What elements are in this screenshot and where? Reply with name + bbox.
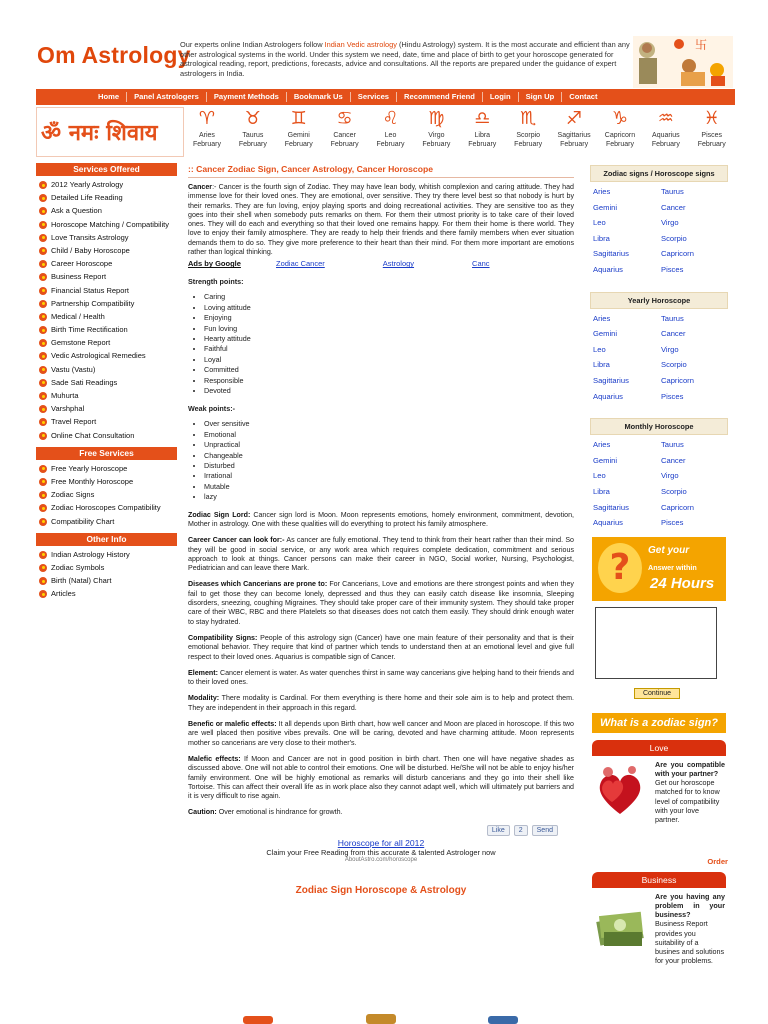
paragraph-text: People of this astrology sign (Cancer) have one main feature of their personality and that is their emotional behavior. They require that kind of partner which tends to understand then at an emotional level and give full respect to their loved ones. Aquarius is compatible sign of Cancer. <box>188 633 575 661</box>
horoscope-sign-link[interactable]: Aries <box>593 313 611 323</box>
horoscope-sign-link[interactable]: Leo <box>593 471 606 481</box>
horoscope-ad-description: Claim your Free Reading from this accurate & talented Astrologer now <box>266 847 496 857</box>
zodiac-sign-month: February <box>192 141 221 148</box>
horoscope-sign-link[interactable]: Pisces <box>661 264 684 274</box>
site-header <box>35 36 735 89</box>
sidebar-link[interactable] <box>36 336 177 349</box>
zodiac-sign-link[interactable] <box>276 107 322 157</box>
zodiac-sign-link[interactable] <box>689 107 735 157</box>
zodiac-sign-link[interactable] <box>230 107 276 157</box>
om-namah-shivaya-banner <box>36 107 184 157</box>
horoscope-sign-link[interactable]: Taurus <box>661 440 684 450</box>
detail-paragraph <box>188 511 574 530</box>
bullet-icon <box>39 339 47 347</box>
bullet-icon <box>39 352 47 360</box>
zodiac-sign-month: February <box>376 141 405 148</box>
svg-text:卐: 卐 <box>695 38 708 52</box>
bullet-icon <box>39 287 47 295</box>
zodiac-sign-icon: ♐ <box>566 108 583 129</box>
horoscope-sign-link[interactable]: Aries <box>593 440 611 450</box>
sidebar-link[interactable] <box>36 231 177 244</box>
sidebar-link-label: Varshphal <box>51 404 85 414</box>
sidebar-link-label: Vedic Astrological Remedies <box>51 351 146 361</box>
detail-paragraph <box>188 634 574 662</box>
horoscope-sign-link[interactable]: Scorpio <box>661 360 687 370</box>
paragraph-label: Zodiac Sign Lord: <box>188 510 251 519</box>
money-stack-image <box>592 892 648 956</box>
paragraph-text: There modality is Cardinal. For them everything is there home and their sole aim is to help and protect them. They are independent in their approach in this regard. <box>188 694 574 712</box>
sidebar-link[interactable] <box>36 574 177 587</box>
free-services-heading: Free Services <box>36 447 177 460</box>
astrologer-photo-banner <box>633 36 733 88</box>
zodiac-signs-grid <box>590 184 728 278</box>
detail-paragraphs <box>188 511 574 818</box>
nav-item[interactable]: Bookmark Us <box>287 92 351 102</box>
nav-item[interactable]: Home <box>91 92 127 102</box>
weakness-item: • Changeable <box>204 451 574 461</box>
sidebar-link-label: Zodiac Signs <box>51 490 95 500</box>
sidebar-link[interactable] <box>36 270 177 283</box>
detail-paragraph <box>188 755 574 801</box>
horoscope-sign-link[interactable]: Cancer <box>661 455 686 465</box>
social-share-bar <box>188 825 558 836</box>
sidebar-link-label: Travel Report <box>51 417 97 427</box>
sidebar-link-label: Birth Time Rectification <box>51 325 128 335</box>
weakness-item: • lazy <box>204 492 574 502</box>
zodiac-sign-icon: ♊ <box>290 108 307 129</box>
header-intro <box>180 40 632 78</box>
sidebar-link-label: Financial Status Report <box>51 285 129 295</box>
sidebar-link-label: Indian Astrology History <box>51 549 130 559</box>
sidebar-link-label: Career Horoscope <box>51 259 113 269</box>
ad-link-zodiac-cancer[interactable]: Zodiac Cancer <box>276 259 325 269</box>
ad-line-3: 24 Hours <box>650 574 715 592</box>
paragraph-label: Element: <box>188 668 218 677</box>
nav-item[interactable]: Payment Methods <box>207 92 287 102</box>
sidebar-link[interactable] <box>36 587 177 600</box>
sidebar-link-label: 2012 Yearly Astrology <box>51 180 124 189</box>
embedded-frame <box>595 607 717 679</box>
bullet-icon <box>39 260 47 268</box>
horoscope-sign-link[interactable]: Aquarius <box>593 264 623 274</box>
weakness-item: • Mutable <box>204 482 574 492</box>
zodiac-sign-name: Sagittarius <box>557 132 591 139</box>
horoscope-sign-link[interactable]: Sagittarius <box>593 249 629 259</box>
paragraph-text: Over emotional is hindrance for growth. <box>216 808 343 817</box>
zodiac-sign-month: February <box>605 141 634 148</box>
horoscope-sign-link[interactable]: Aries <box>593 187 611 196</box>
horoscope-sign-link[interactable]: Scorpio <box>661 486 687 496</box>
sidebar-link[interactable] <box>36 363 177 376</box>
nav-item[interactable]: Login <box>483 92 519 102</box>
strength-item: • Fun loving <box>204 324 574 334</box>
sidebar-link-label: Ask a Question <box>51 206 102 216</box>
zodiac-sign-link[interactable] <box>643 107 689 157</box>
order-link[interactable]: Order <box>707 856 728 866</box>
bullet-icon <box>39 432 47 440</box>
horoscope-sign-link[interactable]: Pisces <box>661 391 684 401</box>
question-mark-icon: ? <box>598 543 642 593</box>
weakness-item: • Disturbed <box>204 461 574 471</box>
facebook-send-button[interactable]: Send <box>532 825 558 836</box>
zodiac-icon-cancer <box>366 1014 396 1024</box>
love-section-heading: Love <box>592 740 726 756</box>
sidebar-link[interactable] <box>36 323 177 336</box>
horoscope-sign-link[interactable]: Virgo <box>661 471 679 481</box>
facebook-like-button[interactable]: Like <box>487 825 510 836</box>
love-section <box>592 756 728 872</box>
weak-points-heading: Weak points:- <box>188 404 235 414</box>
like-count: 2 <box>514 825 528 836</box>
bullet-icon <box>39 491 47 499</box>
nav-item[interactable]: Sign Up <box>519 92 563 102</box>
love-section-text <box>655 760 725 824</box>
strength-item: • Responsible <box>204 376 574 386</box>
intro-paragraph <box>188 183 574 257</box>
paragraph-text: If Moon and Cancer are not in good position in birth chart. Then one will have negative shades as discussed above. One will not able to control their emotions. One will be disturbed. He/She will not be able to enjoy his/her family environment. One will be highly emotional as remarks will disturb cancerians and they go into their shell like Tortoise. This can affect their overall life as in work place also they cannot adapt well, which will ultimately put barriers and it is very difficult to rise again. <box>188 754 575 801</box>
services-list <box>36 178 177 442</box>
sidebar-link[interactable] <box>36 284 177 297</box>
bullet-icon <box>39 418 47 426</box>
site-logo[interactable]: Om Astrology <box>37 42 191 68</box>
horoscope-sign-link[interactable]: Taurus <box>661 313 684 323</box>
ad-line-2: Answer within <box>648 562 697 572</box>
paragraph-label: Modality: <box>188 694 220 703</box>
sidebar-link[interactable] <box>36 257 177 270</box>
zodiac-banner <box>36 107 735 157</box>
zodiac-sign-name: Libra <box>474 132 491 139</box>
other-info-heading: Other Info <box>36 533 177 546</box>
horoscope-sign-link[interactable]: Scorpio <box>661 233 687 243</box>
zodiac-sign-month: February <box>238 141 267 148</box>
bullet-icon <box>39 313 47 321</box>
page-title: :: Cancer Zodiac Sign, Cancer Astrology, Cancer Horoscope <box>188 164 574 178</box>
horoscope-sign-link[interactable]: Capricorn <box>661 375 694 385</box>
horoscope-sign-link[interactable]: Sagittarius <box>593 375 629 385</box>
horoscope-sign-link[interactable]: Capricorn <box>661 502 694 512</box>
zodiac-sign-link[interactable] <box>505 107 551 157</box>
sidebar-link-label: Zodiac Symbols <box>51 562 105 572</box>
horoscope-sign-link[interactable]: Cancer <box>661 329 686 339</box>
zodiac-sign-icon: ♈ <box>198 108 216 129</box>
zodiac-sign-name: Taurus <box>242 132 264 139</box>
nav-item[interactable]: Services <box>351 92 397 102</box>
detail-paragraph <box>188 536 574 573</box>
zodiac-sign-name: Capricorn <box>604 132 636 139</box>
zodiac-sign-month: February <box>697 141 726 148</box>
strength-item: • Caring <box>204 292 574 302</box>
weakness-item: • Unpractical <box>204 440 574 450</box>
business-section <box>592 888 728 1004</box>
zodiac-sign-name: Cancer <box>333 132 356 139</box>
zodiac-sign-name: Virgo <box>428 132 445 139</box>
bullet-icon <box>39 564 47 572</box>
zodiac-sign-icon: ♍ <box>428 108 445 129</box>
sidebar-link[interactable] <box>36 244 177 257</box>
sidebar-link[interactable] <box>36 561 177 574</box>
love-description: Get our horoscope matched for to know level of compatibility with your love partner. <box>655 778 720 824</box>
strength-item: • Committed <box>204 365 574 375</box>
services-offered-heading: Services Offered <box>36 163 177 176</box>
sidebar-link-label: Sade Sati Readings <box>51 377 118 387</box>
paragraph-label: Caution: <box>188 808 217 817</box>
horoscope-sign-link[interactable]: Taurus <box>661 187 684 196</box>
paragraph-label: Diseases which Cancerians are prone to: <box>188 580 328 589</box>
sidebar-link[interactable] <box>36 488 177 501</box>
nav-item[interactable]: Recommend Friend <box>397 92 483 102</box>
horoscope-sign-link[interactable]: Libra <box>593 233 610 243</box>
weakness-item: • Irrational <box>204 471 574 481</box>
weakness-item: • Over sensitive <box>204 419 574 429</box>
zodiac-signs-heading: Zodiac signs / Horoscope signs <box>590 165 728 182</box>
zodiac-sign-link[interactable] <box>368 107 414 157</box>
sidebar-link-label: Muhurta <box>51 391 79 400</box>
sidebar-link-label: Gemstone Report <box>51 338 111 348</box>
bullet-icon <box>39 300 47 308</box>
horoscope-sign-link[interactable]: Cancer <box>661 202 686 212</box>
zodiac-sign-icon: ♑ <box>611 108 629 129</box>
sidebar-link[interactable] <box>36 501 177 514</box>
zodiac-sign-month: February <box>330 141 359 148</box>
zodiac-icon-aquarius <box>488 1016 518 1024</box>
sidebar-link[interactable] <box>36 218 177 231</box>
zodiac-sign-icon: ♌ <box>382 108 399 129</box>
main-content <box>188 164 574 896</box>
sidebar-link[interactable] <box>36 376 177 389</box>
zodiac-sign-icon: ♉ <box>244 108 261 129</box>
sidebar-link[interactable] <box>36 548 177 561</box>
bullet-icon <box>39 478 47 486</box>
zodiac-sign-name: Leo <box>384 132 397 139</box>
horoscope-sign-link[interactable]: Leo <box>593 344 606 354</box>
zodiac-sign-month: February <box>560 141 589 148</box>
sidebar-link[interactable] <box>36 310 177 323</box>
bullet-icon <box>39 326 47 334</box>
nav-item[interactable]: Contact <box>569 92 598 101</box>
zodiac-sign-month: February <box>514 141 543 148</box>
paragraph-label: Compatibility Signs: <box>188 633 258 642</box>
intro-text-1: Our experts online Indian Astrologers follow <box>180 40 325 49</box>
business-description: Business Report provides you suitability of a busines and solutions for your problems. <box>655 919 725 966</box>
sidebar-link[interactable] <box>36 389 177 402</box>
om-text: ॐ नमः शिवाय <box>41 121 158 146</box>
intro-text-2: (Hindu Astrology) system. It is the most accurate and efficient than any other astrological systems in the world. Under this system we need, date, time and place of birth to get your horoscope generated for astrological reading, report, predictions, forecasts, advice and consultations. All the reports are prepared under the guidance of expert astrologers in India. <box>180 40 630 78</box>
monthly-horoscope-heading: Monthly Horoscope <box>590 418 728 435</box>
bullet-icon <box>39 234 47 242</box>
horoscope-sign-link[interactable]: Virgo <box>661 218 679 228</box>
horoscope-sign-link[interactable]: Pisces <box>661 518 684 528</box>
sidebar-link[interactable] <box>36 191 177 204</box>
sidebar-link-label: Detailed Life Reading <box>51 193 123 203</box>
sidebar-link-label: Online Chat Consultation <box>51 430 135 440</box>
free-services-list <box>36 462 177 528</box>
sidebar-link[interactable] <box>36 462 177 475</box>
zodiac-sign-link[interactable] <box>597 107 643 157</box>
zodiac-sign-icon: ♏ <box>520 108 537 129</box>
weakness-item: • Emotional <box>204 430 574 440</box>
ads-by-google-link[interactable]: Ads by Google <box>188 259 241 269</box>
detail-paragraph <box>188 720 574 748</box>
business-question: Are you having any problem in your business? <box>655 891 725 920</box>
zodiac-sign-month: February <box>651 141 680 148</box>
paragraph-label: Malefic effects: <box>188 754 241 763</box>
strength-item: • Hearty attitude <box>204 334 574 344</box>
bullet-icon <box>39 181 47 189</box>
business-section-text <box>655 892 725 966</box>
horoscope-sign-link[interactable]: Capricorn <box>661 249 694 259</box>
sidebar-link-label: Articles <box>51 589 76 599</box>
main-nav <box>36 89 735 105</box>
yearly-horoscope-grid <box>590 311 728 405</box>
sidebar-link-label: Horoscope Matching / Compatibility <box>51 219 169 229</box>
sidebar-link[interactable] <box>36 475 177 488</box>
strength-points-heading: Strength points: <box>188 277 244 287</box>
google-ads-bar <box>188 259 574 268</box>
bullet-icon <box>39 366 47 374</box>
zodiac-sign-name: Aquarius <box>652 132 680 139</box>
bullet-icon <box>39 551 47 559</box>
zodiac-sign-name: Aries <box>198 132 215 139</box>
sidebar-link-label: Free Monthly Horoscope <box>51 476 134 486</box>
sidebar-link-label: Business Report <box>51 272 107 282</box>
strength-item: • Loyal <box>204 355 574 365</box>
weak-points-list <box>204 419 574 502</box>
zodiac-sign-month: February <box>284 141 313 148</box>
zodiac-icon-leo <box>243 1016 273 1024</box>
sidebar-link[interactable] <box>36 204 177 217</box>
zodiac-sign-name: Pisces <box>701 132 723 139</box>
zodiac-sign-icon: ♎ <box>474 108 491 129</box>
bullet-icon <box>39 590 47 598</box>
strength-item: • Devoted <box>204 386 574 396</box>
paragraph-text: For Cancerians, Love and emotions are there strongest points and when they fail to get those they can become lonely, depressed and thus they can easily catch disease like insomnia, Sleeping disorders, sneezing, coughing Migraines. They should take proper care of their immunity system. They should take proper care of their WBC, RBC and there Platelets so that diseases does not catch them easily. They should drink enough water to stay hydrated. <box>188 580 574 626</box>
right-sidebar <box>590 165 728 1004</box>
what-is-zodiac-sign-banner[interactable]: What is a zodiac sign? <box>592 713 726 733</box>
zodiac-sign-link[interactable] <box>551 107 597 157</box>
intro-label: Cancer <box>188 183 213 191</box>
paragraph-text: As cancer are fully emotional. They tend to think from their heart rather than their mind. So they will be good in social service, or any work area which requires complete dedication, commitment and serious approach to look at things. Cancer persons can make their career in NGO, Social worker, Nursing, Psychologist, Pediatrician and can leave there Mark. <box>188 536 574 573</box>
sidebar-link-label: Partnership Compatibility <box>51 298 135 308</box>
intro-highlight-link[interactable]: Indian Vedic astrology <box>324 40 397 49</box>
strength-item: • Enjoying <box>204 313 574 323</box>
zodiac-sign-name: Gemini <box>287 132 310 139</box>
bullet-icon <box>39 504 47 512</box>
zodiac-sign-link[interactable] <box>413 107 459 157</box>
sidebar-link-label: Vastu (Vastu) <box>51 364 96 374</box>
paragraph-label: Benefic or malefic effects: <box>188 720 277 729</box>
detail-paragraph <box>188 694 574 713</box>
bullet-icon <box>39 379 47 387</box>
strength-item: • Loving attitude <box>204 303 574 313</box>
bullet-icon <box>39 207 47 215</box>
horoscope-sign-link[interactable]: Gemini <box>593 202 618 212</box>
yearly-horoscope-heading: Yearly Horoscope <box>590 292 728 309</box>
strength-points-list <box>204 292 574 396</box>
monthly-horoscope-grid <box>590 437 728 531</box>
horoscope-sign-link[interactable]: Gemini <box>593 329 618 339</box>
sidebar-link-label: Love Transits Astrology <box>51 232 129 242</box>
sidebar-link-label: Compatibility Chart <box>51 516 115 526</box>
sidebar-link[interactable] <box>36 402 177 415</box>
intro-text: :- Cancer is the fourth sign of Zodiac. They may have lean body, whitish complexion and caring attitude. They had immense love for their loved ones. They are emotional, over sensitive. They try there level best so that nobody is hurt by their remarks. They are fun loving, enjoy playing sports and doing recreational activities. They are sensitive too as they goes into their shell when somebody puts remarks on them. For them their utmost priority is to take care of their loved ones. They will do each and everything so that their loved one remains happy. For them their home is there world. They love to enjoy their family atmosphere. They are ready to help their friends and there family members when ever situation demands them to do so. They give more preference to their heart than their mind. For them more important are emotions rather than logical thinking. <box>188 183 574 257</box>
paragraph-text: Cancer sign lord is Moon. Moon represents emotions, homely environment, commitment, devotion, Mother in astrology. One with these qualities will do everything to protect his family atmosphere. <box>188 510 574 528</box>
zodiac-sign-link[interactable] <box>322 107 368 157</box>
other-info-list <box>36 548 177 601</box>
zodiac-sign-month: February <box>468 141 497 148</box>
horoscope-ad-url[interactable]: AboutAstro.com/horoscope <box>344 856 418 863</box>
horoscope-sign-link[interactable]: Aquarius <box>593 391 623 401</box>
bullet-icon <box>39 247 47 255</box>
horoscope-sign-link[interactable]: Leo <box>593 218 606 228</box>
sidebar-link-label: Medical / Health <box>51 311 105 321</box>
horoscope-sign-link[interactable]: Aquarius <box>593 518 623 528</box>
paragraph-text: It all depends upon Birth chart, how well cancer and Moon are placed in horoscope. If this two are well placed then positive vibes prevails. One will be caring, devoted and have charming attitude. Moon represents mother so cancerians are very close to their mother's. <box>188 720 574 747</box>
zodiac-sign-name: Scorpio <box>516 132 541 139</box>
sidebar-link-label: Zodiac Horoscopes Compatibility <box>51 503 161 513</box>
bullet-icon <box>39 194 47 202</box>
detail-paragraph <box>188 669 574 688</box>
nav-item[interactable]: Panel Astrologers <box>127 92 207 102</box>
zodiac-sign-icon: ♒ <box>657 108 674 129</box>
horoscope-sign-link[interactable]: Libra <box>593 486 610 496</box>
horoscope-sign-link[interactable]: Virgo <box>661 344 679 354</box>
ad-link-canc[interactable]: Canc <box>472 259 490 269</box>
horoscope-2012-ad-link[interactable]: Horoscope for all 2012 <box>337 837 425 848</box>
answer-within-24-hours-ad[interactable] <box>592 537 726 601</box>
strength-item: • Faithful <box>204 344 574 354</box>
zodiac-sign-link[interactable] <box>184 107 230 157</box>
sidebar-link-label: Birth (Natal) Chart <box>51 576 112 586</box>
zodiac-sign-strip <box>184 107 735 157</box>
bullet-icon <box>39 518 47 526</box>
love-hearts-image <box>592 760 648 824</box>
ad-link-astrology[interactable]: Astrology <box>382 259 415 269</box>
detail-paragraph <box>188 808 574 817</box>
bullet-icon <box>39 465 47 473</box>
zodiac-sign-link[interactable] <box>459 107 505 157</box>
paragraph-label: Career Cancer can look for:- <box>188 536 285 545</box>
sidebar-link[interactable] <box>36 429 177 442</box>
zodiac-sign-month: February <box>422 141 451 148</box>
bullet-icon <box>39 405 47 413</box>
ad-line-1: Get your <box>648 544 690 556</box>
horoscope-sign-link[interactable]: Sagittarius <box>593 502 629 512</box>
sidebar-link[interactable] <box>36 415 177 428</box>
left-sidebar <box>36 163 177 600</box>
sidebar-link-label: Child / Baby Horoscope <box>51 245 130 255</box>
sidebar-link[interactable] <box>36 178 177 191</box>
horoscope-sign-link[interactable]: Gemini <box>593 455 618 465</box>
sidebar-link[interactable] <box>36 515 177 528</box>
zodiac-sign-icon: ♓ <box>703 108 720 129</box>
sidebar-link[interactable] <box>36 297 177 310</box>
bullet-icon <box>39 392 47 400</box>
continue-button[interactable]: Continue <box>634 688 680 699</box>
bullet-icon <box>39 221 47 229</box>
horoscope-sign-link[interactable]: Libra <box>593 360 610 370</box>
business-section-heading: Business <box>592 872 726 888</box>
love-question: Are you compatible with your partner? <box>655 759 725 778</box>
bullet-icon <box>39 577 47 585</box>
bullet-icon <box>39 273 47 281</box>
sidebar-link[interactable] <box>36 349 177 362</box>
detail-paragraph <box>188 580 574 626</box>
zodiac-horoscope-heading: Zodiac Sign Horoscope & Astrology <box>295 884 467 896</box>
paragraph-text: Cancer element is water. As water quenches thirst in same way cancerians give helping hand to their friends and to their loved ones. <box>188 668 574 687</box>
zodiac-sign-icon: ♋ <box>336 108 353 129</box>
sidebar-link-label: Free Yearly Horoscope <box>51 463 128 473</box>
